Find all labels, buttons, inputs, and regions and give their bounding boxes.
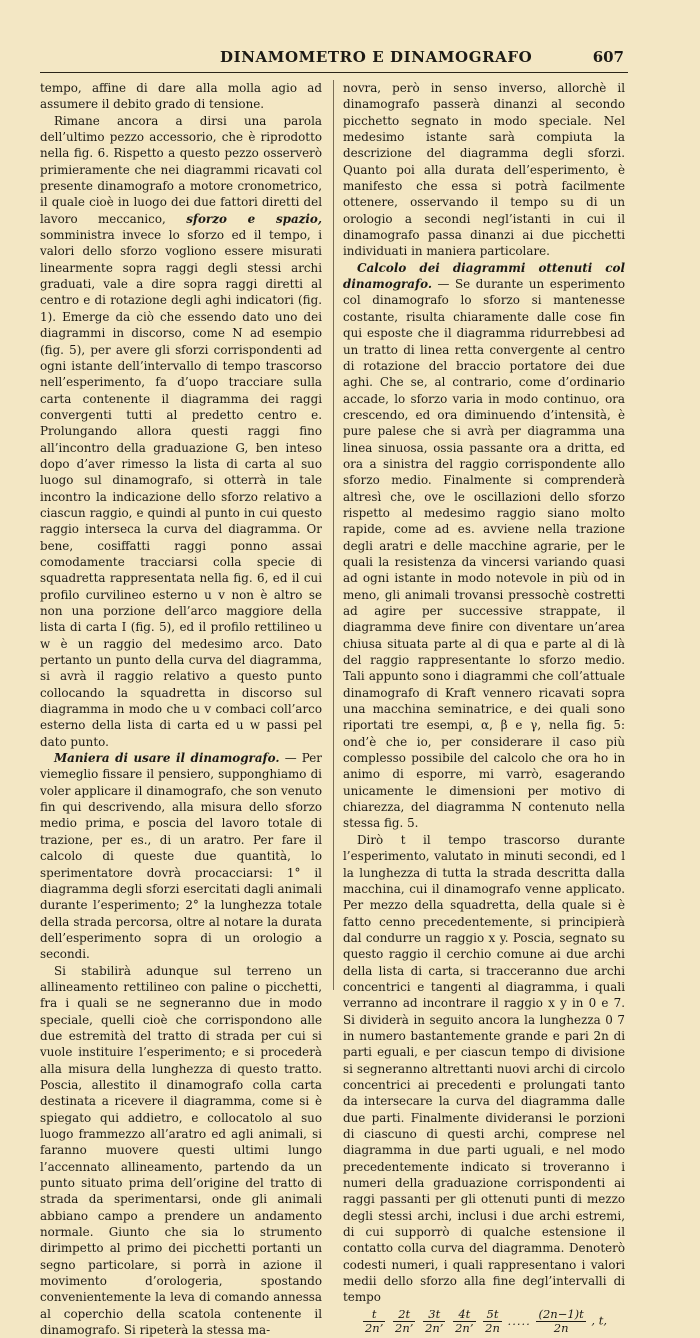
numerator: t bbox=[363, 1308, 385, 1322]
denominator: 2n’ bbox=[455, 1320, 474, 1335]
paragraph: Dirò t il tempo trascorso durante l’esperimento, valutato in minuti secondi, ed l la lunghezza di tutta la strada descritta dalla macchina, cui il dinamografo venne applicato. Per mezzo della squadretta, della quale si è fatto cenno precedentemente, si principierà dal condurre un raggio x y. Poscia, segnato su questo raggio il cerchio comune ai due archi della lista di carta, si tracceranno due archi concentrici e tangenti al diagramma, i quali verranno ad incontrare il raggio x y in 0 e 7. Si dividerà in seguito ancora la lunghezza 0 7 in numero bastantemente grande e pari 2n di parti eguali, e per ciascun tempo di divisione si segneranno altrettanti nuovi archi di circolo concentrici ai precedenti e prolungati tanto da intersecare la curva del diagramma dalle due parti. Finalmente divideransi le porzioni di ciascuno di questi archi, comprese nel diagramma in due parti uguali, e nel modo precedentemente indicato si troveranno i numeri della graduazione corrispondenti ai raggi passanti per gli ottenuti punti di mezzo degli stessi archi, inclusi i due archi estremi, di cui supporrò di qualche estensione il contatto colla curva del diagramma. Denoterò codesti numeri, i quali rappresentano i valori medii dello sforzo alla fine degl’intervalli di tempo bbox=[343, 832, 625, 1305]
column-divider bbox=[333, 80, 334, 990]
right-column bbox=[343, 80, 625, 1335]
section-heading: Calcolo dei diagrammi ottenuti col dinamografo. bbox=[343, 260, 625, 292]
fraction bbox=[423, 1308, 445, 1335]
numerator: 2t bbox=[393, 1308, 415, 1322]
formula-tail: , t, bbox=[591, 1313, 608, 1328]
section-heading: Maniera di usare il dinamografo. bbox=[54, 751, 280, 766]
paragraph bbox=[40, 750, 322, 962]
numerator: (2n−1)t bbox=[538, 1306, 584, 1321]
paragraph bbox=[343, 260, 625, 832]
fraction bbox=[393, 1308, 415, 1335]
left-column bbox=[40, 80, 322, 1338]
numerator: 4t bbox=[453, 1308, 475, 1322]
formula bbox=[343, 1308, 625, 1335]
paragraph: tempo, affine di dare alla molla agio ad assumere il debito grado di tensione. bbox=[40, 81, 322, 112]
denominator: 2n’ bbox=[364, 1320, 384, 1335]
paragraph bbox=[40, 113, 322, 750]
ellipsis: ..... bbox=[507, 1313, 531, 1328]
fraction bbox=[483, 1308, 502, 1335]
fraction bbox=[363, 1308, 385, 1335]
italic-term: sforzo e spazio, bbox=[186, 211, 322, 226]
denominator: 2n’ bbox=[425, 1320, 444, 1335]
fraction bbox=[536, 1308, 585, 1335]
page-number: 607 bbox=[592, 48, 624, 66]
page-header bbox=[40, 46, 628, 73]
paragraph-text: — Se durante un esperimento col dinamografo lo sforzo si mantenesse costante, risulta chiaramente dalle cose fin qui esposte che il diagramma ridurrebbesi ad un tratto di linea retta convergente al centro di rotazione del braccio portatore dei due aghi. Che se, al contrario, come d’ordinario accade, lo sforzo varia in modo continuo, ora crescendo, ed ora diminuendo d’intensità, è pure palese che si avrà per diagramma una linea sinuosa, ossia passante ora a dritta, ed ora a sinistra del raggio corrispondente allo sforzo medio. Finalmente si comprenderà altresì che, ove le oscillazioni dello sforzo rispetto al medesimo raggio siano molto rapide, come ad es. avviene nella trazione degli aratri e delle macchine agrarie, per le quali la resistenza da vincersi variando quasi ad ogni istante in modo notevole in più od in meno, gli animali trovansi pressochè costretti ad agire per successive strappate, il diagramma deve finire con diventare un’area chiusa situata parte al di qua e parte al di là del raggio rappresentante lo sforzo medio. Tali appunto sono i diagrammi che coll’attuale dinamografo di Kraft vennero ricavati sopra una macchina seminatrice, e dei quali sono riportati tre esempi, α, β e γ, nella fig. 5: ond’è che io, per considerare il caso più complesso possibile del calcolo che ora ho in animo di esporre, mi varrò, esagerando unicamente le dimensioni per motivo di chiarezza, del diagramma N contenuto nella stessa fig. 5. bbox=[343, 277, 625, 831]
paragraph-text: somministra invece lo sforzo ed il tempo, i valori dello sforzo vogliono essere misurati linearmente sopra raggi degli stessi archi graduati, vale a dire sopra raggi diretti al centro e di rotazione degli aghi indicatori (fig. 1). Emerge da ciò che essendo dato uno dei diagrammi in discorso, come N ad esempio (fig. 5), per avere gli sforzi corrispondenti ad ogni istante dell’intervallo di tempo trascorso nell’esperimento, fa d’uopo tracciare sulla carta contenente il diagramma dei raggi convergenti tutti al predetto centro e. Prolungando allora questi raggi fino all’incontro della graduazione G, ben inteso dopo d’aver rimesso la lista di carta al suo luogo sul dinamografo, si otterrà in tale incontro la indicazione dello sforzo relativo a ciascun raggio, e quindi al punto in cui questo raggio interseca la curva del diagramma. Or bene, cosiffatti raggi ponno assai comodamente tracciarsi colla specie di squadretta rappresentata nella fig. 6, ed il cui profilo curvilineo esterno u v non è altro se non una porzione dell’arco maggiore della lista di carta I (fig. 5), ed il profilo rettilineo u w è un raggio del medesimo arco. Dato pertanto un punto della curva del diagramma, si avrà il raggio relativo a questo punto collocando la squadretta in discorso sul diagramma in modo che u v combaci coll’arco esterno della lista di carta ed u w passi pel dato punto. bbox=[40, 228, 322, 749]
paragraph-text: — Per viemeglio fissare il pensiero, supponghiamo di voler applicare il dinamografo, che son venuto fin qui descrivendo, alla misura dello sforzo medio prima, e poscia del lavoro totale di trazione, per es., di un aratro. Per fare il calcolo di queste due quantità, lo sperimentatore dovrà procacciarsi: 1° il diagramma degli sforzi esercitati dagli animali durante l’esperimento; 2° la lunghezza totale della strada percorsa, oltre al notare la durata dell’esperimento sopra di un orologio a secondi. bbox=[40, 751, 322, 962]
running-title: DINAMOMETRO E DINAMOGRAFO bbox=[220, 48, 533, 66]
denominator: 2n’ bbox=[395, 1320, 414, 1335]
numerator: 5t bbox=[483, 1308, 502, 1322]
paragraph: Si stabilirà adunque sul terreno un allineamento rettilineo con paline o picchetti, fra i quali se ne segneranno due in modo speciale, quelli cioè che corrispondono alle due estremità del tratto di strada per cui si vuole instituire l’esperimento; e si procederà alla misura della lunghezza di questo tratto. Poscia, allestito il dinamografo colla carta destinata a ricevere il diagramma, come si è spiegato qui addietro, e collocatolo al suo luogo frammezzo all’aratro ed agli animali, si faranno muovere questi ultimi lungo l’accennato allineamento, partendo da un punto situato prima dell’origine del tratto di strada da sperimentarsi, onde gli animali abbiano campo a prendere un andamento normale. Giunto che sia lo strumento dirimpetto al primo dei picchetti portanti un segno particolare, si porrà in azione il movimento d’orologeria, spostando convenientemente la leva di comando annessa al coperchio della scatola contenente il dinamografo. Si ripeterà la stessa ma- bbox=[40, 963, 322, 1338]
denominator: 2n bbox=[485, 1320, 500, 1335]
numerator: 3t bbox=[423, 1308, 445, 1322]
paragraph-text: Rimane ancora a dirsi una parola dell’ultimo pezzo accessorio, che è riprodotto nella fig. 6. Rispetto a questo pezzo osserverò primieramente che nei diagrammi ricavati col presente dinamografo a motore cronometrico, il quale cioè in luogo dei due fattori diretti del lavoro meccanico, bbox=[40, 113, 322, 226]
denominator: 2n bbox=[553, 1320, 569, 1335]
paragraph: novra, però in senso inverso, allorchè il dinamografo passerà dinanzi al secondo picchetto segnato in modo speciale. Nel medesimo istante sarà compiuta la descrizione del diagramma degli sforzi. Quanto poi alla durata dell’esperimento, è manifesto che essa si potrà facilmente ottenere, osservando il tempo su di un orologio a secondi negl’istanti in cui il dinamografo passa dinanzi ai due picchetti individuati in maniera particolare. bbox=[343, 81, 625, 259]
fraction bbox=[453, 1308, 475, 1335]
